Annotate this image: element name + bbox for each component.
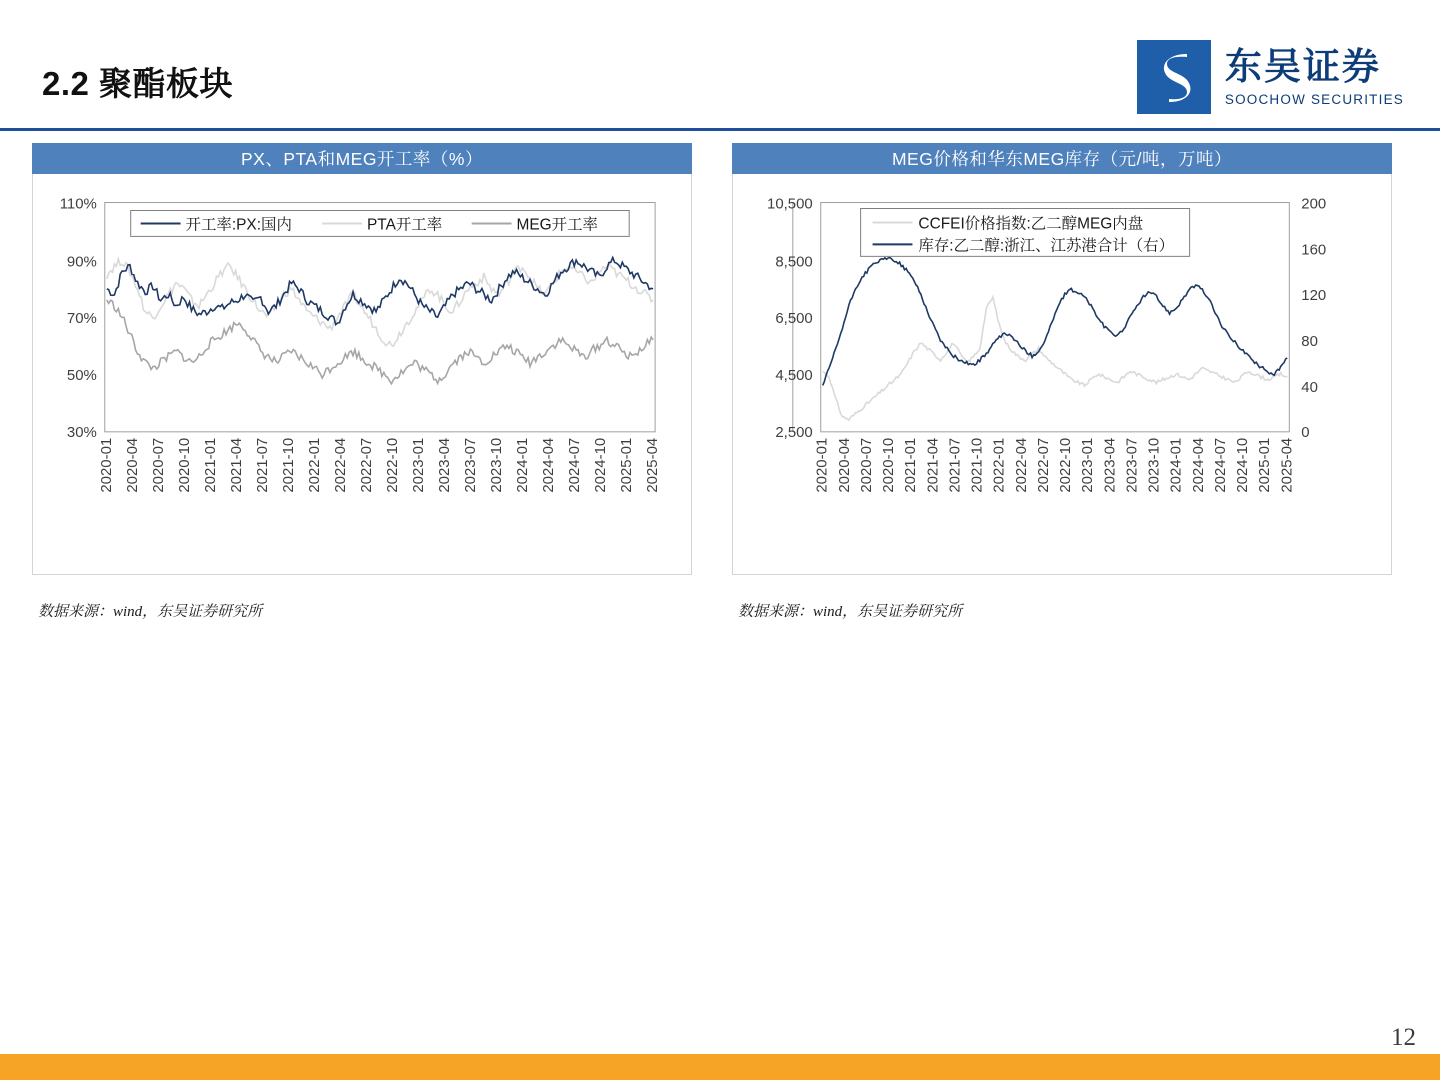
- x-tick-label: 2022-10: [383, 437, 401, 493]
- x-tick-label: 2021-04: [227, 437, 245, 493]
- y-tick-8500: 8,500: [775, 253, 813, 271]
- y-tick-110: 110%: [59, 195, 97, 213]
- page-title: 2.2 聚酯板块: [42, 65, 234, 102]
- x-tick-label: 2023-10: [487, 437, 505, 493]
- x-tick-label: 2020-04: [123, 437, 141, 493]
- x-tick-label: 2022-04: [331, 437, 349, 493]
- source-note-right: 数据来源：wind，东吴证券研究所: [738, 604, 963, 620]
- x-tick-label: 2023-01: [409, 437, 427, 493]
- x-tick-label: 2023-07: [461, 437, 479, 493]
- page-number: 12: [1391, 1024, 1416, 1051]
- x-tick-label: 2024-10: [1234, 437, 1252, 493]
- y-tick-6500: 6,500: [775, 310, 813, 328]
- header-divider: [0, 128, 1440, 131]
- y-tick-4500: 4,500: [775, 366, 813, 384]
- x-tick-label: 2023-01: [1079, 437, 1097, 493]
- y2-tick-0: 0: [1301, 423, 1310, 441]
- x-tick-label: 2025-04: [644, 437, 662, 493]
- x-tick-label: 2024-04: [1189, 437, 1207, 493]
- x-tick-label: 2025-01: [1256, 437, 1274, 493]
- y-tick-2500: 2,500: [775, 423, 813, 441]
- y-tick-30: 30%: [66, 423, 97, 441]
- logo-text-chinese: 东吴证券: [1224, 45, 1381, 87]
- x-tick-label: 2025-01: [618, 437, 636, 493]
- x-tick-label: 2023-10: [1145, 437, 1163, 493]
- footer-bar: [0, 1054, 1440, 1080]
- x-tick-label: 2022-04: [1012, 437, 1030, 493]
- x-tick-label: 2021-01: [201, 437, 219, 493]
- x-tick-label: 2025-04: [1278, 437, 1296, 493]
- x-tick-label: 2021-01: [902, 437, 920, 493]
- soochow-logo-icon: [1137, 40, 1211, 114]
- x-tick-label: 2020-01: [97, 437, 115, 493]
- x-tick-label: 2021-10: [968, 437, 986, 493]
- chart-meg-price-inventory: [733, 174, 1391, 574]
- x-tick-label: 2022-01: [305, 437, 323, 493]
- chart-panel-meg-price-inventory: [732, 143, 1392, 575]
- x-tick-label: 2024-07: [566, 437, 584, 493]
- chart-operating-rate: [33, 174, 691, 574]
- y2-tick-80: 80: [1301, 333, 1318, 351]
- x-axis-labels-left: [98, 438, 661, 493]
- x-tick-label: 2020-04: [835, 437, 853, 493]
- panel-title-meg: MEG价格和华东MEG库存（元/吨，万吨）: [732, 143, 1392, 174]
- company-logo: [1137, 40, 1404, 114]
- x-tick-label: 2023-04: [1101, 437, 1119, 493]
- x-tick-label: 2021-07: [946, 437, 964, 493]
- source-note-left: 数据来源：wind，东吴证券研究所: [38, 604, 263, 620]
- x-tick-label: 2022-07: [1034, 437, 1052, 493]
- x-tick-label: 2024-04: [540, 437, 558, 493]
- chart-panel-operating-rate: [32, 143, 692, 575]
- x-tick-label: 2022-01: [990, 437, 1008, 493]
- x-tick-label: 2023-07: [1123, 437, 1141, 493]
- x-tick-label: 2022-07: [357, 437, 375, 493]
- y2-tick-120: 120: [1301, 287, 1327, 305]
- logo-text-english: SOOCHOW SECURITIES: [1224, 91, 1404, 107]
- y-tick-10500: 10,500: [767, 195, 813, 213]
- x-tick-label: 2020-10: [175, 437, 193, 493]
- legend-label-ccfei: CCFEI价格指数:乙二醇MEG内盘: [918, 215, 1144, 233]
- x-tick-label: 2021-07: [253, 437, 271, 493]
- chart-body-meg: [732, 174, 1392, 575]
- legend-label-px: 开工率:PX:国内: [185, 216, 292, 234]
- legend-label-meg: MEG开工率: [516, 216, 599, 234]
- x-tick-label: 2023-04: [435, 437, 453, 493]
- x-tick-label: 2020-01: [813, 437, 831, 493]
- panel-title-operating-rate: PX、PTA和MEG开工率（%）: [32, 143, 692, 174]
- y2-tick-40: 40: [1301, 378, 1318, 396]
- x-tick-label: 2020-07: [857, 437, 875, 493]
- y-tick-70: 70%: [66, 310, 97, 328]
- x-tick-label: 2024-07: [1211, 437, 1229, 493]
- y-tick-50: 50%: [66, 366, 97, 384]
- x-tick-label: 2020-07: [149, 437, 167, 493]
- x-tick-label: 2021-04: [924, 437, 942, 493]
- x-tick-label: 2024-10: [592, 437, 610, 493]
- x-tick-label: 2022-10: [1057, 437, 1075, 493]
- x-tick-label: 2020-10: [880, 437, 898, 493]
- y-tick-90: 90%: [66, 253, 97, 271]
- x-tick-label: 2021-10: [279, 437, 297, 493]
- y2-tick-160: 160: [1301, 241, 1327, 259]
- x-tick-label: 2024-01: [1167, 437, 1185, 493]
- chart-legend-left: [131, 210, 629, 236]
- x-axis-labels-right: [814, 438, 1296, 493]
- chart-body-operating-rate: [32, 174, 692, 575]
- chart-legend-right: [861, 209, 1190, 257]
- x-tick-label: 2024-01: [513, 437, 531, 493]
- y2-tick-200: 200: [1301, 195, 1327, 213]
- legend-label-inventory: 库存:乙二醇:浙江、江苏港合计（右）: [918, 237, 1175, 255]
- legend-label-pta: PTA开工率: [366, 216, 443, 234]
